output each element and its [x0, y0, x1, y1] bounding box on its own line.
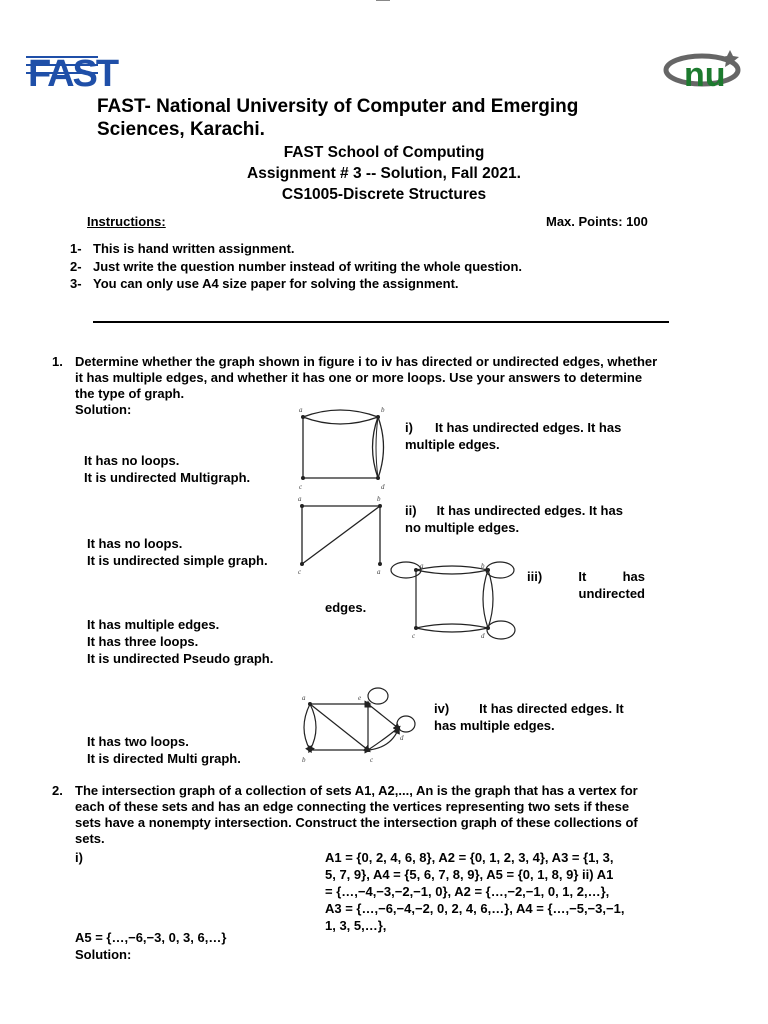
vertex-label: a: [377, 568, 381, 576]
vertex-label: a: [420, 562, 424, 570]
q2-sets-cont: A5 = {…,−6,−3, 0, 3, 6,…} Solution:: [75, 930, 227, 962]
divider: [93, 321, 669, 323]
q1-iii-classification: It has multiple edges. It has three loops. It is undirected Pseudo graph.: [87, 617, 274, 666]
q1-ii-answer: ii) It has undirected edges. It has no multiple edges.: [405, 503, 623, 535]
vertex-label: e: [358, 694, 362, 702]
part-label: ii): [405, 503, 417, 518]
school-title: FAST School of Computing: [283, 144, 485, 161]
vertex-label: d: [400, 734, 404, 742]
vertex-label: c: [299, 483, 303, 491]
vertex-label: a: [298, 495, 302, 503]
q1-solution-label: Solution:: [75, 402, 132, 417]
vertex-label: d: [381, 483, 385, 491]
graph-figure-ii: [292, 494, 390, 576]
vertex-label: b: [381, 406, 385, 414]
university-title: FAST- National University of Computer and Emerging Sciences, Karachi.: [97, 96, 579, 140]
max-points: Max. Points: 100: [546, 214, 648, 229]
vertex-label: b: [302, 756, 306, 764]
vertex-label: b: [377, 495, 381, 503]
q2-number: 2.: [52, 783, 63, 798]
q1-iii-answer: iii) It has undirected: [527, 569, 645, 601]
instruction-item: 3- You can only use A4 size paper for solving the assignment.: [70, 276, 459, 291]
vertex-label: b: [481, 562, 485, 570]
q2-solution-label: Solution:: [75, 947, 132, 962]
q1-iv-classification: It has two loops. It is directed Multi graph.: [87, 734, 241, 766]
vertex-label: d: [481, 632, 485, 640]
part-label: i): [405, 420, 413, 435]
q1-iii-answer-cont: edges.: [325, 600, 367, 615]
part-label: iii): [527, 569, 543, 584]
q1-iv-answer: iv) It has directed edges. It has multiple edges.: [434, 701, 624, 733]
fast-logo-text: FAST: [28, 53, 118, 95]
q1-number: 1.: [52, 354, 63, 369]
q1-text: Determine whether the graph shown in figure i to iv has directed or undirected edges, whether it has multiple edges, and whether it has one or more loops. Use your answers to determine the type of graph. Solution:: [75, 354, 705, 418]
q2-sets: A1 = {0, 2, 4, 6, 8}, A2 = {0, 1, 2, 3, 4}, A3 = {1, 3, 5, 7, 9}, A4 = {5, 6, 7, 8, 9}, A5 = {0, 1, 8, 9} ii) A1 = {…,−4,−3,−2,−1, 0}, A2 = {…,−2,−1, 0, 1, 2,…}, A3 = {…,−6,−4,−2, 0, 2, 4, 6,…}, A4 = {…,−5,−3,−1, 1, 3, 5,…},: [325, 850, 625, 933]
graph-figure-iv: [290, 686, 422, 768]
q2-text: The intersection graph of a collection of sets A1, A2,..., An is the graph that has a vertex for each of these sets and has an edge connecting the vertices representing two sets if these sets have a nonempty intersection. Construct the intersection graph of these collections of sets.: [75, 783, 638, 846]
q2-part-label: i): [75, 850, 83, 865]
assignment-title: Assignment # 3 -- Solution, Fall 2021.: [247, 165, 521, 182]
nu-logo: [660, 44, 746, 96]
q1-i-classification: It has no loops. It is undirected Multigraph.: [84, 453, 251, 485]
instructions-list: [70, 240, 522, 293]
vertex-label: a: [299, 406, 303, 414]
vertex-label: a: [302, 694, 306, 702]
vertex-label: c: [298, 568, 302, 576]
vertex-label: c: [412, 632, 416, 640]
fast-logo: [26, 46, 118, 95]
instruction-item: 1- This is hand written assignment.: [70, 241, 295, 256]
q1-ii-classification: It has no loops. It is undirected simple graph.: [87, 536, 268, 568]
course-title: CS1005-Discrete Structures: [281, 186, 487, 203]
instruction-item: 2- Just write the question number instead of writing the whole question.: [70, 258, 523, 274]
graph-figure-i: [296, 405, 390, 491]
part-label: iv): [434, 701, 450, 716]
vertex-label: c: [370, 756, 374, 764]
nu-logo-text: nu: [684, 56, 726, 94]
q1-i-answer: i) It has undirected edges. It has multiple edges.: [405, 420, 622, 452]
instructions-heading: Instructions:: [87, 214, 166, 229]
graph-figure-iii: [388, 558, 518, 648]
top-mark: [376, 0, 390, 1]
